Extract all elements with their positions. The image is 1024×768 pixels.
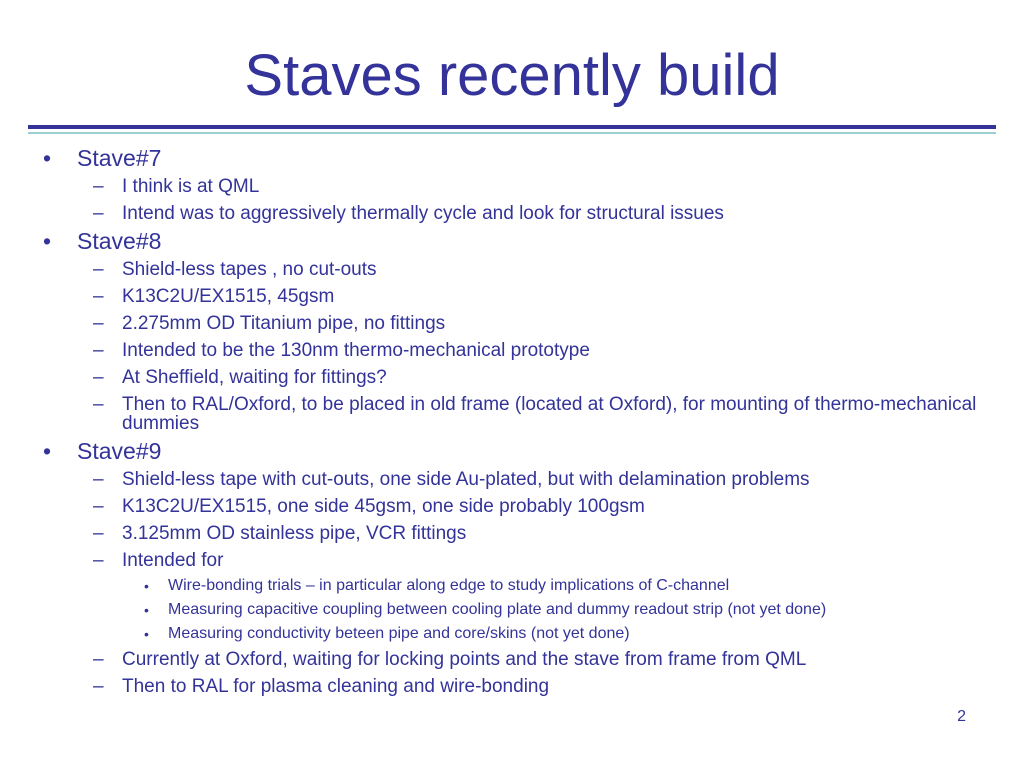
slide-title: Staves recently build [244, 43, 780, 108]
bullet-stave-7: • Stave#7 [77, 144, 1024, 173]
sub-bullet: – Intended to be the 130nm thermo-mechanical prototype [122, 337, 984, 364]
title-divider-light [28, 132, 996, 134]
sub-bullet: – Intend was to aggressively thermally cycle and look for structural issues [122, 200, 984, 227]
sub-bullet: – 2.275mm OD Titanium pipe, no fittings [122, 310, 984, 337]
sub-sub-bullet: • Wire-bonding trials – in particular along edge to study implications of C-channel [168, 574, 1024, 598]
sub-bullet: – Then to RAL for plasma cleaning and wire-bonding [122, 673, 984, 700]
sub-sub-bullet: • Measuring capacitive coupling between cooling plate and dummy readout strip (not yet done) [168, 598, 1024, 622]
sub-bullet: – K13C2U/EX1515, 45gsm [122, 283, 984, 310]
sub-sub-bullet: • Measuring conductivity beteen pipe and core/skins (not yet done) [168, 622, 1024, 646]
sub-bullet: – Then to RAL/Oxford, to be placed in old frame (located at Oxford), for mounting of thermo-mechanical dummies [122, 391, 984, 437]
title-divider-dark [28, 125, 996, 129]
sub-bullet: – Shield-less tapes , no cut-outs [122, 256, 984, 283]
sub-bullet: – Shield-less tape with cut-outs, one side Au-plated, but with delamination problems [122, 466, 984, 493]
bullet-stave-8: • Stave#8 [77, 227, 1024, 256]
sub-bullet: – 3.125mm OD stainless pipe, VCR fittings [122, 520, 984, 547]
sub-bullet: – Intended for [122, 547, 984, 574]
slide-content [0, 144, 1024, 700]
page-number: 2 [957, 708, 966, 725]
sub-bullet: – I think is at QML [122, 173, 984, 200]
sub-bullet: – At Sheffield, waiting for fittings? [122, 364, 984, 391]
sub-bullet: – Currently at Oxford, waiting for locking points and the stave from frame from QML [122, 646, 984, 673]
bullet-stave-9: • Stave#9 [77, 437, 1024, 466]
sub-bullet: – K13C2U/EX1515, one side 45gsm, one side probably 100gsm [122, 493, 984, 520]
